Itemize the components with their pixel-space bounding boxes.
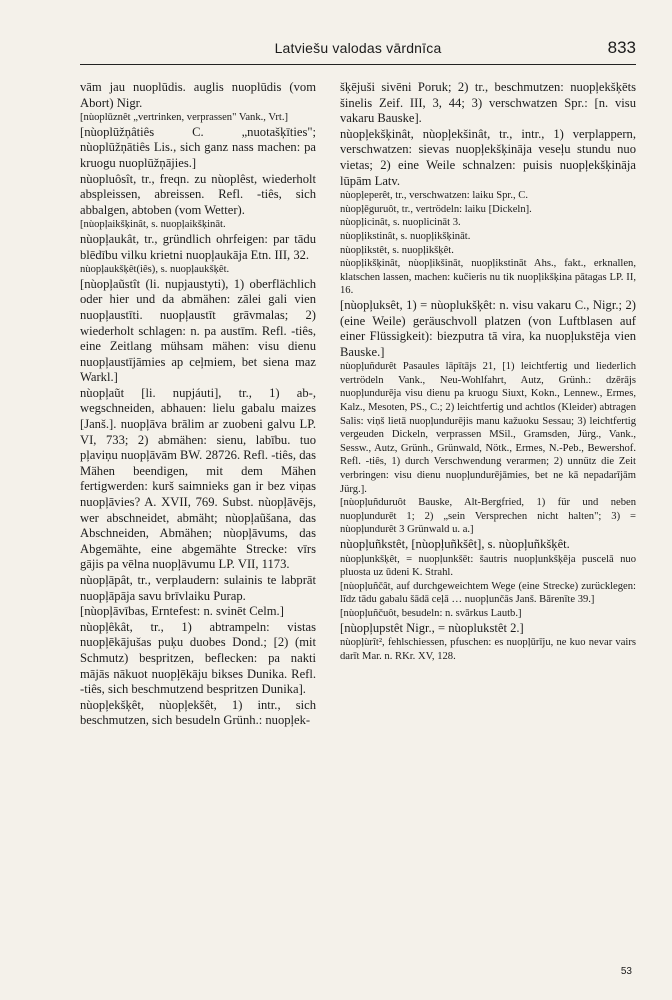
dictionary-entry: [nùoplūznêt „vertrinken, verprassen" Vank., Vrt.] [80,112,289,124]
dictionary-entry: nùopļikstêt, s. nuopļikšķêt. [340,244,454,256]
dictionary-entry: [nùopļāvības, Erntefest: n. svinēt Celm.] [80,604,284,619]
dictionary-entry: nùopļekšķinât, nùopļekšinât, tr., intr., 1) verplappern, verschwatzen: sievas nuopļekšķināja veseļu stundu nuo vietas; 2) eine Weile schnalzen: puisis nuopļekšķināja lūpām Latv. [340,126,636,188]
dictionary-entry: šķējuši sivēni Poruk; 2) tr., beschmutzen: nuopļekšķēts šinelis Zeif. III, 3, 44; 3) verschwatzen Spr.: [n. visu vakaru Bauske]. [340,80,636,126]
dictionary-entry: [nùopļuñčuôt, besudeln: n. svārkus Lautb.] [340,607,522,619]
dictionary-entry: nùopļuñdurêt Pasaules lāpītājs 21, [1) leichtfertig und liederlich vertrödeln Vank., Neu-Wohlfahrt, Autz, Grünh.: dzērājs nuopļundurēja visu dienu pa kruogu Siuxt, Kokn., Lennew., Ermes, Kalz., Mesoten, PS., C.; 2) leichtfertig und achtlos (Kleider) abtragen Salis: viņš lietā nuopļundurējis manu kažuoku Sessau; 3) leichtfertig vergeuden Dickeln, verprassen MSil., Gramsden, Jürg., Vank., Sessw., Autz, Grünh., Grünwald, Nötk., Ermes, N.-Peb., Bewershof. Refl. -tiês, 1) durch Verschwendung verarmen; 2) unnütz die Zeit verbringen: visu dienu nuopļundurējāmies, bet ne kā nepadarījām Jürg.]. [340,361,636,495]
printer-signature: 53 [620,966,632,977]
right-column [340,80,636,960]
dictionary-entry: nùopļaukšķêt(iês), s. nuopļaukšķêt. [80,264,230,276]
dictionary-entry: nùopļuñkstêt, [nùopļuñkšêt], s. nùopļuñkšķêt. [340,537,570,551]
dictionary-entry: [nùopļaikšķinât, s. nuopļaikšķināt. [80,219,226,231]
dictionary-entry: [nùopļuñduruôt Bauske, Alt-Bergfried, 1) für und neben nuopļundurēt 1; 2) „sein Versprechen nicht halten"; 3) = nùopļundurêt 3 Grünwald u. a.] [340,497,636,536]
dictionary-entry: nùopļunkšķêt, = nuopļunkšēt: šautris nuopļunkšķēja puscelā nuo pluosta uz ūdeni K. Strahl. [340,553,636,579]
dictionary-entry: nùopļicinât, s. nuoplicināt 3. [340,217,461,229]
dictionary-entry: nùopļaukât, tr., gründlich ohrfeigen: par tādu blēdību vilku krietni nuopļaukāja Etn. III, 32. [80,231,316,262]
running-header [80,36,636,65]
dictionary-entry: [nùopļuñčât, auf durchgeweichtem Wege (eine Strecke) zurücklegen: līdz tādu gabalu šādā ceļā … nuopļunčās Janš. Bārenīte 39.] [340,580,636,606]
page-number: 833 [607,38,636,57]
dictionary-entry: nùopļekšķêt, nùopļekšêt, 1) intr., sich beschmutzen, sich besudeln Grünh.: nuopļek- [80,697,316,728]
dictionary-entry: [nùopļupstêt Nigr., = nùoplukstêt 2.] [340,620,524,635]
dictionary-entry: [nùopļuksêt, 1) = nùoplukšķêt: n. visu vakaru C., Nigr.; 2) (eine Weile) geräuschvoll platzen (von Luftblasen auf einer Flüssigkeit): biezputra tā vira, ka nuopļukstēja vien Bauske.] [340,297,636,359]
dictionary-title: Latviešu valodas vārdnīca [274,40,442,56]
left-column [80,80,316,960]
dictionary-entry: nùopļùrît², fehlschiessen, pfuschen: es nuopļūrīju, ne kuo nevar vairs darīt Mar. n. RKr. XV, 128. [340,637,636,662]
dictionary-entry: nùopļaũt [li. nupjáuti], tr., 1) ab-, wegschneiden, abhauen: lielu gabalu maizes [Janš.]. nuopļāva brālim ar zuobeni galvu LP. VI, 733; 2) abmähen: sienu, labību. tuo pļaviņu nuopļāvām BW. 28726. Refl. -tiês, das Mähen beendigen, mit dem Mähen fertigwerden: kurš saimnieks gan ir bez viņas nuopļāvies? A. XVII, 769. Subst. nùopļāvējs, wer abschneidet, abmäht; nùopļaũšana, das Abschneiden, Abmähen; nùopļāvums, das Abgemähte, eine abgemähte Strecke: vīrs gājis pa vēlna nuopļāvumu LP. VII, 1173. [80,385,316,572]
dictionary-entry: nùopļikstinât, s. nuopļikšķināt. [340,230,471,242]
dictionary-entry: [nùopļaũstît (li. nupjaustyti), 1) oberflächlich oder hier und da abmähen: zālei gali vien nuopļaustīti. nuopļaustīt grāvmalas; 2) wiederholt schlagen: n. pa austīm. Refl. -tiês, eine Zeitlang mühsam mähen: visu dienu nuopļaustījāmies ap ceļmiem, bet siena maz Warkl.] [80,276,316,385]
dictionary-entry: nùopļeperêt, tr., verschwatzen: laiku Spr., C. [340,190,528,202]
dictionary-entry: [nùoplūžņâtiês C. „nuotašķīties"; nùoplūžņātiês Lis., sich ganz nass machen: pa kruogu nuoplūžņājies.] [80,124,316,170]
dictionary-entry: vām jau nuoplūdis. auglis nuoplūdis (vom Abort) Nigr. [80,80,316,110]
dictionary-entry: nùopļāpât, tr., verplaudern: sulainis te labprāt nuopļāpāja savu brīvlaiku Purap. [80,573,316,603]
dictionary-entry: nùopļēguruôt, tr., vertrödeln: laiku [Dickeln]. [340,203,532,215]
dictionary-entry: nùopļêkât, tr., 1) abtrampeln: vistas nuopļēkājušas puķu duobes Dond.; [2) (mit Schmutz) bespritzen, beflecken: pa nakti mājās nākuot nuopļēkāju bikses Dunika. Refl. -tiês, sich beschmutzend bespritzen Dunika]. [80,619,316,697]
dictionary-entry: nùopļikšķinât, nùopļikšināt, nuopļikstināt Ahs., fakt., erknallen, klatschen lassen, machen: kučieris nu tik nuopļikšķina pātagas LP. II, 16. [340,258,636,297]
dictionary-entry: nùopluôsît, tr., freqn. zu nùoplêst, wiederholt abspleissen, abreissen. Refl. -tiês, sich abbalgen, abtoben (vom Wetter). [80,171,316,217]
